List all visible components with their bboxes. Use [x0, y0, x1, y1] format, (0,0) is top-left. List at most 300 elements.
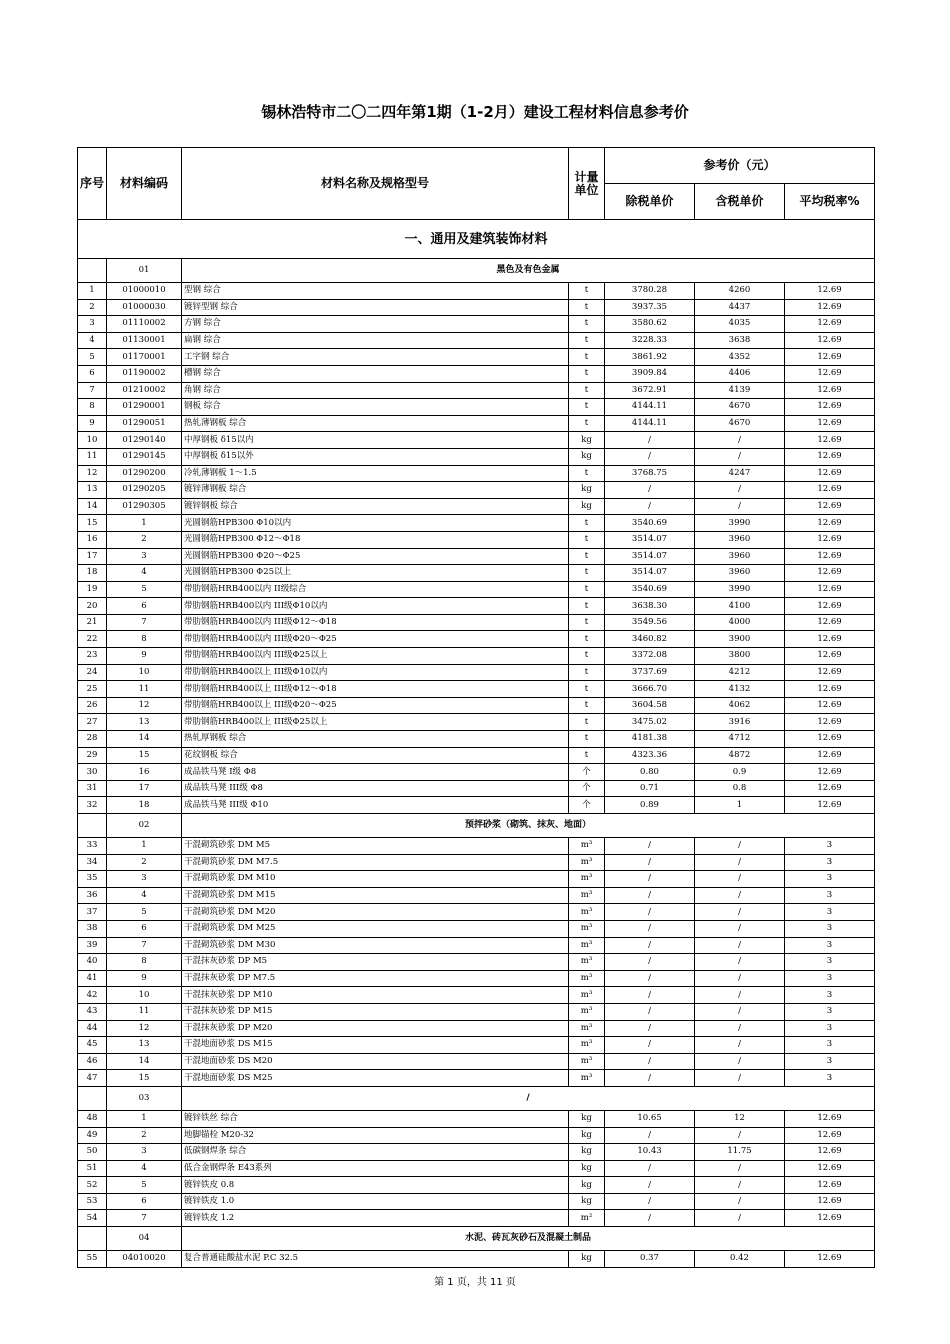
header-name: 材料名称及规格型号 — [182, 148, 569, 220]
cell-inc-tax: 1 — [695, 797, 785, 814]
cell-rate: 12.69 — [785, 382, 875, 399]
table-row — [78, 581, 875, 598]
cell-rate: 12.69 — [785, 1210, 875, 1227]
cell-name: 带肋钢筋HRB400以上 III级Φ25以上 — [182, 714, 569, 731]
cell-name: 干混地面砂浆 DS M15 — [182, 1037, 569, 1054]
cell-rate: 12.69 — [785, 780, 875, 797]
cell-code: 11 — [107, 1003, 182, 1020]
cell-ex-tax: 3372.08 — [605, 648, 695, 665]
table-row — [78, 1210, 875, 1227]
cell-code: 17 — [107, 780, 182, 797]
cell-seq: 12 — [78, 465, 107, 482]
cell-rate: 12.69 — [785, 531, 875, 548]
cell-inc-tax: 4437 — [695, 299, 785, 316]
page-title: 锡林浩特市二〇二四年第1期（1-2月）建设工程材料信息参考价 — [261, 103, 689, 121]
cell-unit: m³ — [569, 987, 605, 1004]
cell-inc-tax: / — [695, 432, 785, 449]
cell-ex-tax: / — [605, 1053, 695, 1070]
cell-inc-tax: 4260 — [695, 283, 785, 300]
cell-seq: 2 — [78, 299, 107, 316]
cell-name: 带肋钢筋HRB400以内 III级Φ12～Φ18 — [182, 614, 569, 631]
cell-name: 工字钢 综合 — [182, 349, 569, 366]
cell-name: 带肋钢筋HRB400以上 III级Φ10以内 — [182, 664, 569, 681]
cell-ex-tax: 4323.36 — [605, 747, 695, 764]
cell-unit: t — [569, 299, 605, 316]
cell-ex-tax: 3475.02 — [605, 714, 695, 731]
cell-unit: t — [569, 614, 605, 631]
table-row — [78, 448, 875, 465]
cell-unit: m³ — [569, 838, 605, 855]
table-row — [78, 565, 875, 582]
cell-unit: t — [569, 548, 605, 565]
table-row — [78, 731, 875, 748]
cell-seq: 42 — [78, 987, 107, 1004]
cell-inc-tax: / — [695, 1003, 785, 1020]
cell-seq: 45 — [78, 1037, 107, 1054]
cell-name: 低合金钢焊条 E43系列 — [182, 1160, 569, 1177]
cell-code: 4 — [107, 887, 182, 904]
category-name: / — [182, 1086, 875, 1110]
cell-code: 01190002 — [107, 365, 182, 382]
cell-inc-tax: 3916 — [695, 714, 785, 731]
cell-unit: m³ — [569, 937, 605, 954]
cell-inc-tax: 4062 — [695, 697, 785, 714]
cell-name: 成品铁马凳 I级 Φ8 — [182, 764, 569, 781]
cell-rate: 3 — [785, 1020, 875, 1037]
cell-rate: 3 — [785, 854, 875, 871]
cell-inc-tax: 3990 — [695, 515, 785, 532]
table-row — [78, 920, 875, 937]
cell-seq: 5 — [78, 349, 107, 366]
cell-unit: m³ — [569, 1053, 605, 1070]
cell-ex-tax: / — [605, 1003, 695, 1020]
cell-rate: 12.69 — [785, 465, 875, 482]
header-unit: 计量单位 — [569, 148, 605, 220]
table-row — [78, 747, 875, 764]
cell-ex-tax: / — [605, 432, 695, 449]
cell-seq: 10 — [78, 432, 107, 449]
header-inc-tax: 含税单价 — [695, 184, 785, 220]
cell-name: 干混抹灰砂浆 DP M7.5 — [182, 970, 569, 987]
cell-name: 镀锌铁丝 综合 — [182, 1110, 569, 1127]
cell-code: 01290140 — [107, 432, 182, 449]
cell-ex-tax: 4144.11 — [605, 399, 695, 416]
cell-rate: 12.69 — [785, 1251, 875, 1268]
cell-ex-tax: / — [605, 482, 695, 499]
cell-code: 01170001 — [107, 349, 182, 366]
cell-code: 10 — [107, 664, 182, 681]
cell-seq: 31 — [78, 780, 107, 797]
cell-rate: 12.69 — [785, 1160, 875, 1177]
cell-code: 01290205 — [107, 482, 182, 499]
cell-name: 干混砌筑砂浆 DM M30 — [182, 937, 569, 954]
cell-seq: 35 — [78, 871, 107, 888]
cell-inc-tax: / — [695, 1193, 785, 1210]
cell-rate: 12.69 — [785, 432, 875, 449]
table-row — [78, 714, 875, 731]
cell-code: 16 — [107, 764, 182, 781]
table-row — [78, 1144, 875, 1161]
cell-seq: 32 — [78, 797, 107, 814]
cell-inc-tax: 0.8 — [695, 780, 785, 797]
cell-rate: 12.69 — [785, 299, 875, 316]
header-avg-rate: 平均税率% — [785, 184, 875, 220]
category-blank — [78, 1227, 107, 1251]
cell-unit: kg — [569, 1251, 605, 1268]
table-row — [78, 1193, 875, 1210]
cell-code: 6 — [107, 920, 182, 937]
cell-ex-tax: / — [605, 498, 695, 515]
cell-ex-tax: 3638.30 — [605, 598, 695, 615]
cell-name: 干混砌筑砂浆 DM M15 — [182, 887, 569, 904]
cell-ex-tax: / — [605, 987, 695, 1004]
category-code: 04 — [107, 1227, 182, 1251]
cell-name: 冷轧薄钢板 1～1.5 — [182, 465, 569, 482]
table-row — [78, 987, 875, 1004]
cell-code: 7 — [107, 614, 182, 631]
cell-inc-tax: 3800 — [695, 648, 785, 665]
cell-rate: 12.69 — [785, 697, 875, 714]
cell-code: 15 — [107, 1070, 182, 1087]
cell-code: 2 — [107, 854, 182, 871]
cell-seq: 46 — [78, 1053, 107, 1070]
cell-rate: 12.69 — [785, 415, 875, 432]
cell-name: 干混砌筑砂浆 DM M10 — [182, 871, 569, 888]
cell-unit: t — [569, 349, 605, 366]
cell-seq: 15 — [78, 515, 107, 532]
cell-unit: t — [569, 681, 605, 698]
cell-name: 带肋钢筋HRB400以上 III级Φ20～Φ25 — [182, 697, 569, 714]
cell-inc-tax: 3990 — [695, 581, 785, 598]
table-row — [78, 871, 875, 888]
cell-unit: kg — [569, 1127, 605, 1144]
table-row — [78, 283, 875, 300]
cell-inc-tax: / — [695, 987, 785, 1004]
cell-seq: 17 — [78, 548, 107, 565]
cell-unit: kg — [569, 448, 605, 465]
price-table — [77, 147, 875, 1268]
category-name: 黑色及有色金属 — [182, 259, 875, 283]
cell-name: 低碳钢焊条 综合 — [182, 1144, 569, 1161]
cell-unit: 个 — [569, 764, 605, 781]
cell-name: 成品铁马凳 III级 Φ8 — [182, 780, 569, 797]
cell-inc-tax: 4670 — [695, 399, 785, 416]
cell-code: 01290001 — [107, 399, 182, 416]
cell-seq: 1 — [78, 283, 107, 300]
cell-code: 1 — [107, 515, 182, 532]
cell-unit: t — [569, 631, 605, 648]
cell-code: 3 — [107, 1144, 182, 1161]
table-row — [78, 482, 875, 499]
cell-unit: t — [569, 382, 605, 399]
cell-inc-tax: 4247 — [695, 465, 785, 482]
cell-name: 带肋钢筋HRB400以内 II级综合 — [182, 581, 569, 598]
cell-seq: 3 — [78, 316, 107, 333]
cell-rate: 12.69 — [785, 565, 875, 582]
cell-ex-tax: / — [605, 887, 695, 904]
cell-rate: 12.69 — [785, 1110, 875, 1127]
cell-rate: 12.69 — [785, 448, 875, 465]
cell-ex-tax: / — [605, 1020, 695, 1037]
cell-seq: 51 — [78, 1160, 107, 1177]
cell-name: 干混地面砂浆 DS M25 — [182, 1070, 569, 1087]
cell-ex-tax: 0.89 — [605, 797, 695, 814]
cell-inc-tax: 4406 — [695, 365, 785, 382]
cell-inc-tax: / — [695, 887, 785, 904]
cell-inc-tax: / — [695, 1210, 785, 1227]
cell-inc-tax: / — [695, 498, 785, 515]
cell-name: 光圆钢筋HPB300 Φ25以上 — [182, 565, 569, 582]
cell-seq: 13 — [78, 482, 107, 499]
cell-inc-tax: / — [695, 920, 785, 937]
cell-rate: 3 — [785, 920, 875, 937]
cell-name: 带肋钢筋HRB400以内 III级Φ10以内 — [182, 598, 569, 615]
cell-ex-tax: / — [605, 1127, 695, 1144]
cell-rate: 3 — [785, 904, 875, 921]
cell-inc-tax: 4000 — [695, 614, 785, 631]
cell-unit: m³ — [569, 1003, 605, 1020]
cell-inc-tax: 4872 — [695, 747, 785, 764]
cell-seq: 29 — [78, 747, 107, 764]
cell-unit: t — [569, 332, 605, 349]
cell-inc-tax: 4212 — [695, 664, 785, 681]
section-title: 一、通用及建筑装饰材料 — [78, 220, 875, 259]
cell-rate: 3 — [785, 937, 875, 954]
cell-name: 热轧薄钢板 综合 — [182, 415, 569, 432]
cell-name: 镀锌铁皮 1.0 — [182, 1193, 569, 1210]
table-row — [78, 498, 875, 515]
cell-unit: t — [569, 316, 605, 333]
cell-rate: 3 — [785, 1070, 875, 1087]
cell-rate: 12.69 — [785, 332, 875, 349]
cell-code: 13 — [107, 1037, 182, 1054]
cell-unit: m³ — [569, 871, 605, 888]
table-row — [78, 1003, 875, 1020]
cell-unit: t — [569, 365, 605, 382]
category-blank — [78, 259, 107, 283]
cell-inc-tax: 4132 — [695, 681, 785, 698]
cell-inc-tax: / — [695, 448, 785, 465]
table-row — [78, 838, 875, 855]
cell-name: 干混砌筑砂浆 DM M20 — [182, 904, 569, 921]
header-seq: 序号 — [78, 148, 107, 220]
cell-code: 14 — [107, 731, 182, 748]
cell-seq: 38 — [78, 920, 107, 937]
cell-seq: 50 — [78, 1144, 107, 1161]
cell-code: 01130001 — [107, 332, 182, 349]
cell-name: 中厚钢板 δ15以内 — [182, 432, 569, 449]
cell-inc-tax: / — [695, 838, 785, 855]
cell-unit: m³ — [569, 920, 605, 937]
cell-code: 7 — [107, 937, 182, 954]
cell-name: 带肋钢筋HRB400以上 III级Φ12～Φ18 — [182, 681, 569, 698]
cell-code: 15 — [107, 747, 182, 764]
cell-name: 镀锌铁皮 0.8 — [182, 1177, 569, 1194]
cell-inc-tax: 4100 — [695, 598, 785, 615]
cell-unit: kg — [569, 1110, 605, 1127]
cell-inc-tax: 4712 — [695, 731, 785, 748]
cell-code: 5 — [107, 1177, 182, 1194]
category-row — [78, 1086, 875, 1110]
table-row — [78, 970, 875, 987]
cell-ex-tax: 3514.07 — [605, 565, 695, 582]
cell-inc-tax: 4670 — [695, 415, 785, 432]
cell-seq: 27 — [78, 714, 107, 731]
table-row — [78, 780, 875, 797]
cell-unit: t — [569, 465, 605, 482]
header-ex-tax: 除税单价 — [605, 184, 695, 220]
category-row — [78, 1227, 875, 1251]
cell-ex-tax: 3540.69 — [605, 581, 695, 598]
cell-inc-tax: 11.75 — [695, 1144, 785, 1161]
cell-ex-tax: / — [605, 838, 695, 855]
cell-name: 镀锌钢板 综合 — [182, 498, 569, 515]
cell-seq: 4 — [78, 332, 107, 349]
cell-rate: 12.69 — [785, 598, 875, 615]
cell-code: 01000030 — [107, 299, 182, 316]
cell-ex-tax: 3460.82 — [605, 631, 695, 648]
table-row — [78, 415, 875, 432]
cell-inc-tax: / — [695, 854, 785, 871]
cell-ex-tax: 3666.70 — [605, 681, 695, 698]
table-row — [78, 664, 875, 681]
cell-name: 角钢 综合 — [182, 382, 569, 399]
cell-ex-tax: 3604.58 — [605, 697, 695, 714]
cell-inc-tax: 3960 — [695, 565, 785, 582]
table-row — [78, 1110, 875, 1127]
cell-code: 01210002 — [107, 382, 182, 399]
table-row — [78, 1160, 875, 1177]
cell-seq: 47 — [78, 1070, 107, 1087]
cell-name: 成品铁马凳 III级 Φ10 — [182, 797, 569, 814]
header-code: 材料编码 — [107, 148, 182, 220]
category-name: 预拌砂浆（砌筑、抹灰、地面） — [182, 814, 875, 838]
cell-seq: 43 — [78, 1003, 107, 1020]
cell-name: 干混砌筑砂浆 DM M7.5 — [182, 854, 569, 871]
table-row — [78, 531, 875, 548]
cell-inc-tax: / — [695, 1037, 785, 1054]
cell-seq: 41 — [78, 970, 107, 987]
cell-unit: 个 — [569, 797, 605, 814]
cell-name: 钢板 综合 — [182, 399, 569, 416]
cell-name: 扁钢 综合 — [182, 332, 569, 349]
cell-unit: t — [569, 648, 605, 665]
category-row — [78, 814, 875, 838]
cell-seq: 7 — [78, 382, 107, 399]
cell-unit: m³ — [569, 904, 605, 921]
cell-rate: 12.69 — [785, 747, 875, 764]
cell-name: 干混抹灰砂浆 DP M15 — [182, 1003, 569, 1020]
cell-rate: 12.69 — [785, 631, 875, 648]
cell-seq: 23 — [78, 648, 107, 665]
cell-rate: 12.69 — [785, 548, 875, 565]
cell-code: 8 — [107, 631, 182, 648]
cell-seq: 6 — [78, 365, 107, 382]
table-row — [78, 316, 875, 333]
cell-name: 光圆钢筋HPB300 Φ12～Φ18 — [182, 531, 569, 548]
cell-rate: 3 — [785, 871, 875, 888]
category-row — [78, 259, 875, 283]
cell-inc-tax: 3638 — [695, 332, 785, 349]
cell-inc-tax: / — [695, 1127, 785, 1144]
cell-unit: m³ — [569, 1070, 605, 1087]
cell-inc-tax: / — [695, 1070, 785, 1087]
cell-inc-tax: / — [695, 482, 785, 499]
cell-name: 地脚锚栓 M20-32 — [182, 1127, 569, 1144]
cell-inc-tax: / — [695, 1020, 785, 1037]
table-row — [78, 299, 875, 316]
cell-ex-tax: / — [605, 920, 695, 937]
cell-ex-tax: / — [605, 1210, 695, 1227]
cell-code: 4 — [107, 565, 182, 582]
cell-inc-tax: 3960 — [695, 548, 785, 565]
cell-code: 2 — [107, 1127, 182, 1144]
cell-seq: 34 — [78, 854, 107, 871]
cell-code: 04010020 — [107, 1251, 182, 1268]
cell-rate: 3 — [785, 1003, 875, 1020]
cell-name: 光圆钢筋HPB300 Φ20～Φ25 — [182, 548, 569, 565]
cell-unit: kg — [569, 482, 605, 499]
cell-code: 12 — [107, 1020, 182, 1037]
cell-unit: m³ — [569, 954, 605, 971]
cell-rate: 12.69 — [785, 731, 875, 748]
cell-name: 花纹钢板 综合 — [182, 747, 569, 764]
table-row — [78, 1070, 875, 1087]
cell-seq: 16 — [78, 531, 107, 548]
cell-code: 10 — [107, 987, 182, 1004]
cell-inc-tax: / — [695, 1177, 785, 1194]
cell-inc-tax: / — [695, 937, 785, 954]
cell-unit: t — [569, 565, 605, 582]
cell-code: 9 — [107, 648, 182, 665]
cell-seq: 26 — [78, 697, 107, 714]
cell-seq: 37 — [78, 904, 107, 921]
cell-seq: 24 — [78, 664, 107, 681]
cell-unit: m³ — [569, 854, 605, 871]
cell-inc-tax: 3900 — [695, 631, 785, 648]
cell-unit: t — [569, 714, 605, 731]
cell-seq: 25 — [78, 681, 107, 698]
table-row — [78, 614, 875, 631]
cell-name: 型钢 综合 — [182, 283, 569, 300]
cell-rate: 12.69 — [785, 482, 875, 499]
cell-rate: 12.69 — [785, 316, 875, 333]
cell-code: 6 — [107, 598, 182, 615]
cell-rate: 12.69 — [785, 1193, 875, 1210]
cell-rate: 12.69 — [785, 714, 875, 731]
cell-ex-tax: / — [605, 1177, 695, 1194]
cell-code: 1 — [107, 838, 182, 855]
cell-code: 01000010 — [107, 283, 182, 300]
cell-unit: kg — [569, 1144, 605, 1161]
cell-rate: 12.69 — [785, 614, 875, 631]
cell-seq: 30 — [78, 764, 107, 781]
page-footer: 第 1 页，共 11 页 — [434, 1277, 516, 1288]
cell-unit: m² — [569, 1210, 605, 1227]
cell-seq: 49 — [78, 1127, 107, 1144]
cell-seq: 22 — [78, 631, 107, 648]
cell-ex-tax: 3861.92 — [605, 349, 695, 366]
cell-unit: kg — [569, 432, 605, 449]
cell-unit: kg — [569, 498, 605, 515]
cell-ex-tax: / — [605, 854, 695, 871]
cell-code: 9 — [107, 970, 182, 987]
cell-ex-tax: / — [605, 1070, 695, 1087]
cell-code: 7 — [107, 1210, 182, 1227]
cell-rate: 12.69 — [785, 283, 875, 300]
cell-code: 4 — [107, 1160, 182, 1177]
cell-rate: 12.69 — [785, 581, 875, 598]
